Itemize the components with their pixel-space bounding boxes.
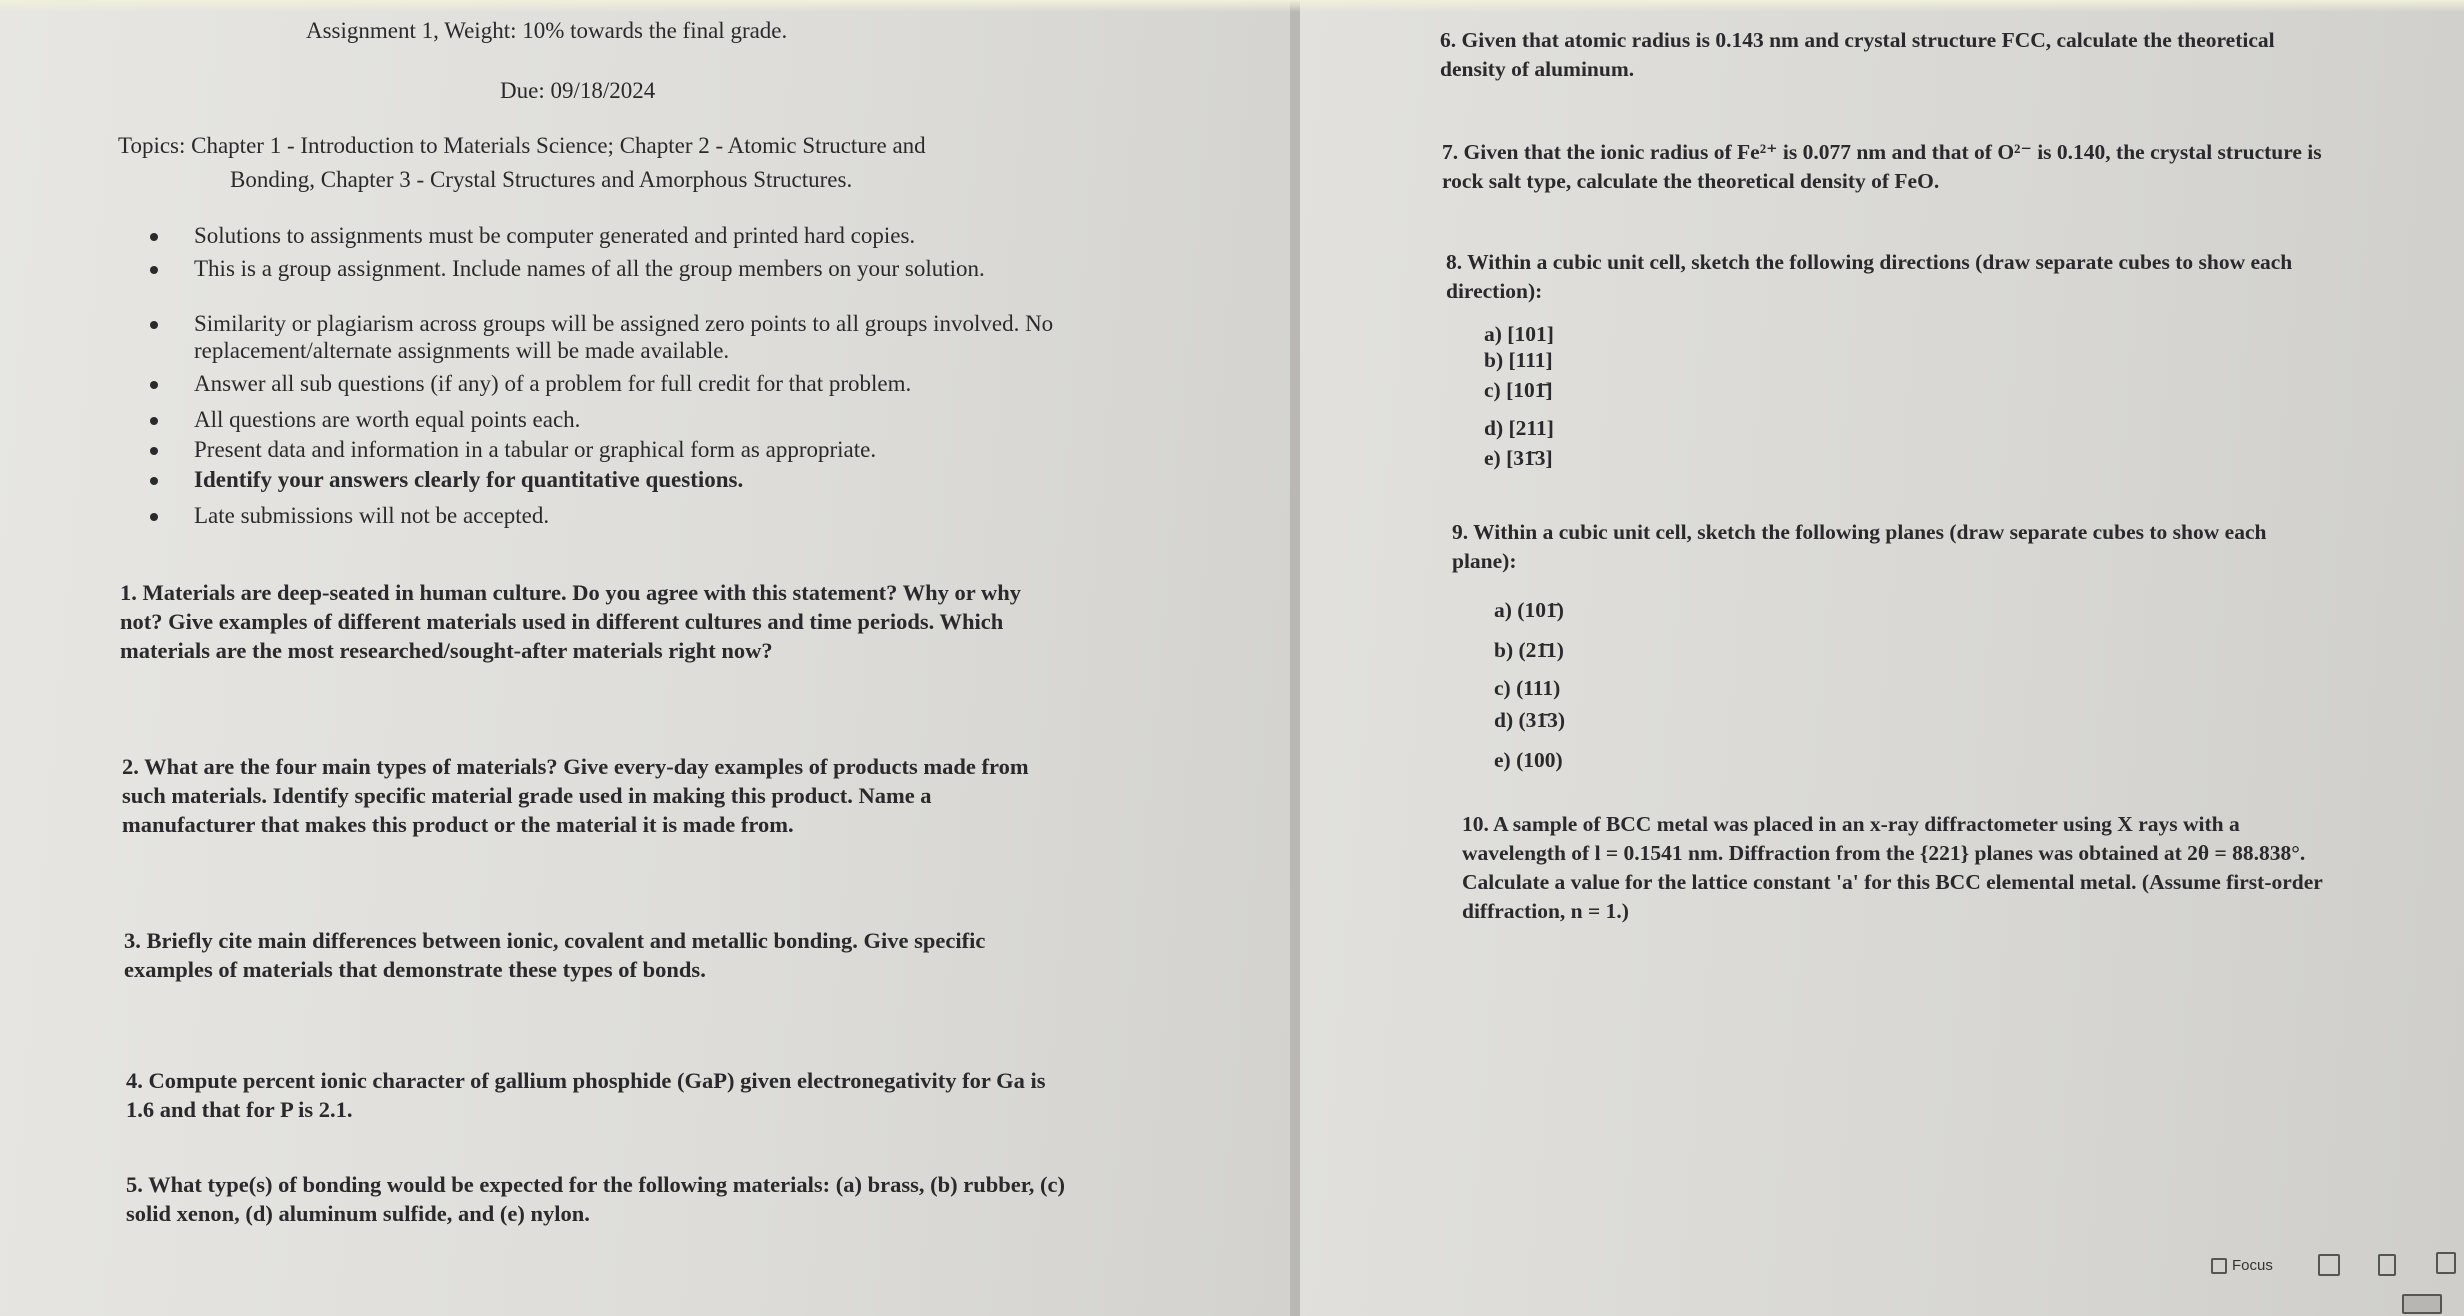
- bullet-icon: [150, 477, 158, 485]
- question-9: 9. Within a cubic unit cell, sketch the following planes (draw separate cubes to show each plane):: [1452, 520, 2267, 573]
- document-page-right: [1300, 0, 2464, 1316]
- due-date: Due: 09/18/2024: [500, 78, 656, 103]
- question-10: 10. A sample of BCC metal was placed in an x-ray diffractometer using X rays with a wavelength of l = 0.1541 nm. Diffraction from the {221} planes was obtained at 2θ = 88.838°. Calculate a value for the lattice constant 'a' for this BCC elemental metal. (Assume first-order diffraction, n = 1.): [1462, 812, 2323, 923]
- bullet-icon: [150, 417, 158, 425]
- q9-item-b: b) (21̄1): [1494, 638, 1564, 662]
- top-light-glare: [0, 0, 2464, 12]
- read-mode-icon[interactable]: [2318, 1254, 2340, 1276]
- question-8: 8. Within a cubic unit cell, sketch the following directions (draw separate cubes to show each direction):: [1446, 250, 2293, 303]
- q9-item-d: d) (31̄3): [1494, 708, 1566, 732]
- question-3: 3. Briefly cite main differences between ionic, covalent and metallic bonding. Give specific examples of materials that demonstrate these types of bonds.: [124, 928, 986, 982]
- q8-item-c: c) [101̄]: [1484, 378, 1553, 402]
- bullet-icon: [150, 447, 158, 455]
- web-layout-icon[interactable]: [2436, 1252, 2456, 1274]
- topics-line-2: Bonding, Chapter 3 - Crystal Structures and Amorphous Structures.: [230, 167, 853, 192]
- bullet-icon: [150, 266, 158, 274]
- bullet-icon: [150, 381, 158, 389]
- q9-item-c: c) (111): [1494, 676, 1561, 700]
- focus-button[interactable]: Focus: [2232, 1257, 2273, 1274]
- question-4: 4. Compute percent ionic character of gallium phosphide (GaP) given electronegativity for Ga is 1.6 and that for P is 2.1.: [126, 1068, 1046, 1122]
- document-page-left: Assignment 1, Weight: 10% towards the final grade. Due: 09/18/2024 Topics: Chapter 1 - Introduction to Materials Science; Chapter 2 - Atomic Structure and Bonding, Chapter 3 - Crystal Structures and Amorphous Structures. Solutions to assignments must be computer generated and printed hard copies. This is a group assignment. Include names of all the group members on your solution. Similarity or plagiarism across groups will be assigned zero points to all groups involved. No replacement/alternate assignments will be made available. Answer all sub questions (if any) of a problem for full credit for that problem. All questions are worth equal points each. Present data and information in a tabular or graphical form as appropriate. Identify your answers clearly for quantitative questions. Late submissions will not be accepted. 1. Materials are deep-seated in human culture. Do you agree with this statement? Why or why not? Give examples of different materials used in different cultures and time periods. Which materials are the most researched/sought-after materials right now? 2. What are the four main types of materials? Give every-day examples of products made from such materials. Identify specific material grade used in making this product. Name a manufacturer that makes this product or the material it is made from. 3. Briefly cite main differences between ionic, covalent and metallic bonding. Give specific examples of materials that demonstrate these types of bonds. 4. Compute percent ionic character of gallium phosphide (GaP) given electronegativity for Ga is 1.6 and that for P is 2.1. 5. What type(s) of bonding would be expected for the following materials: (a) brass, (b) rubber, (c) solid xenon, (d) aluminum sulfide, and (e) nylon.: [0, 0, 1290, 1316]
- bullet-icon: [150, 233, 158, 241]
- assignment-title: Assignment 1, Weight: 10% towards the final grade.: [306, 18, 788, 43]
- question-6: 6. Given that atomic radius is 0.143 nm and crystal structure FCC, calculate the theoretical density of aluminum.: [1440, 28, 2275, 81]
- bullet-icon: [150, 513, 158, 521]
- focus-icon[interactable]: [2211, 1258, 2227, 1274]
- q9-item-a: a) (101̄): [1494, 598, 1564, 622]
- question-7: 7. Given that the ionic radius of Fe²⁺ is 0.077 nm and that of O²⁻ is 0.140, the crystal structure is rock salt type, calculate the theoretical density of FeO.: [1442, 140, 2322, 193]
- print-layout-icon[interactable]: [2378, 1254, 2396, 1276]
- bullet-icon: [150, 321, 158, 329]
- q9-item-e: e) (100): [1494, 748, 1563, 772]
- q8-item-e: e) [31̄3]: [1484, 446, 1553, 470]
- question-5: 5. What type(s) of bonding would be expected for the following materials: (a) brass, (b) rubber, (c) solid xenon, (d) aluminum sulfide, and (e) nylon.: [126, 1172, 1065, 1226]
- q8-item-a: a) [101]: [1484, 322, 1554, 346]
- zoom-icon[interactable]: [2402, 1294, 2442, 1314]
- question-1: 1. Materials are deep-seated in human culture. Do you agree with this statement? Why or why not? Give examples of different materials used in different cultures and time periods. Which materials are the most researched/sought-after materials right now?: [120, 580, 1021, 663]
- q8-item-b: b) [111]: [1484, 348, 1553, 372]
- topics-line-1: Topics: Chapter 1 - Introduction to Materials Science; Chapter 2 - Atomic Structure and: [118, 133, 926, 158]
- page-gutter: [1290, 0, 1300, 1316]
- q8-item-d: d) [211]: [1484, 416, 1554, 440]
- question-2: 2. What are the four main types of materials? Give every-day examples of products made from such materials. Identify specific material grade used in making this product. Name a manufacturer that makes this product or the material it is made from.: [122, 754, 1029, 837]
